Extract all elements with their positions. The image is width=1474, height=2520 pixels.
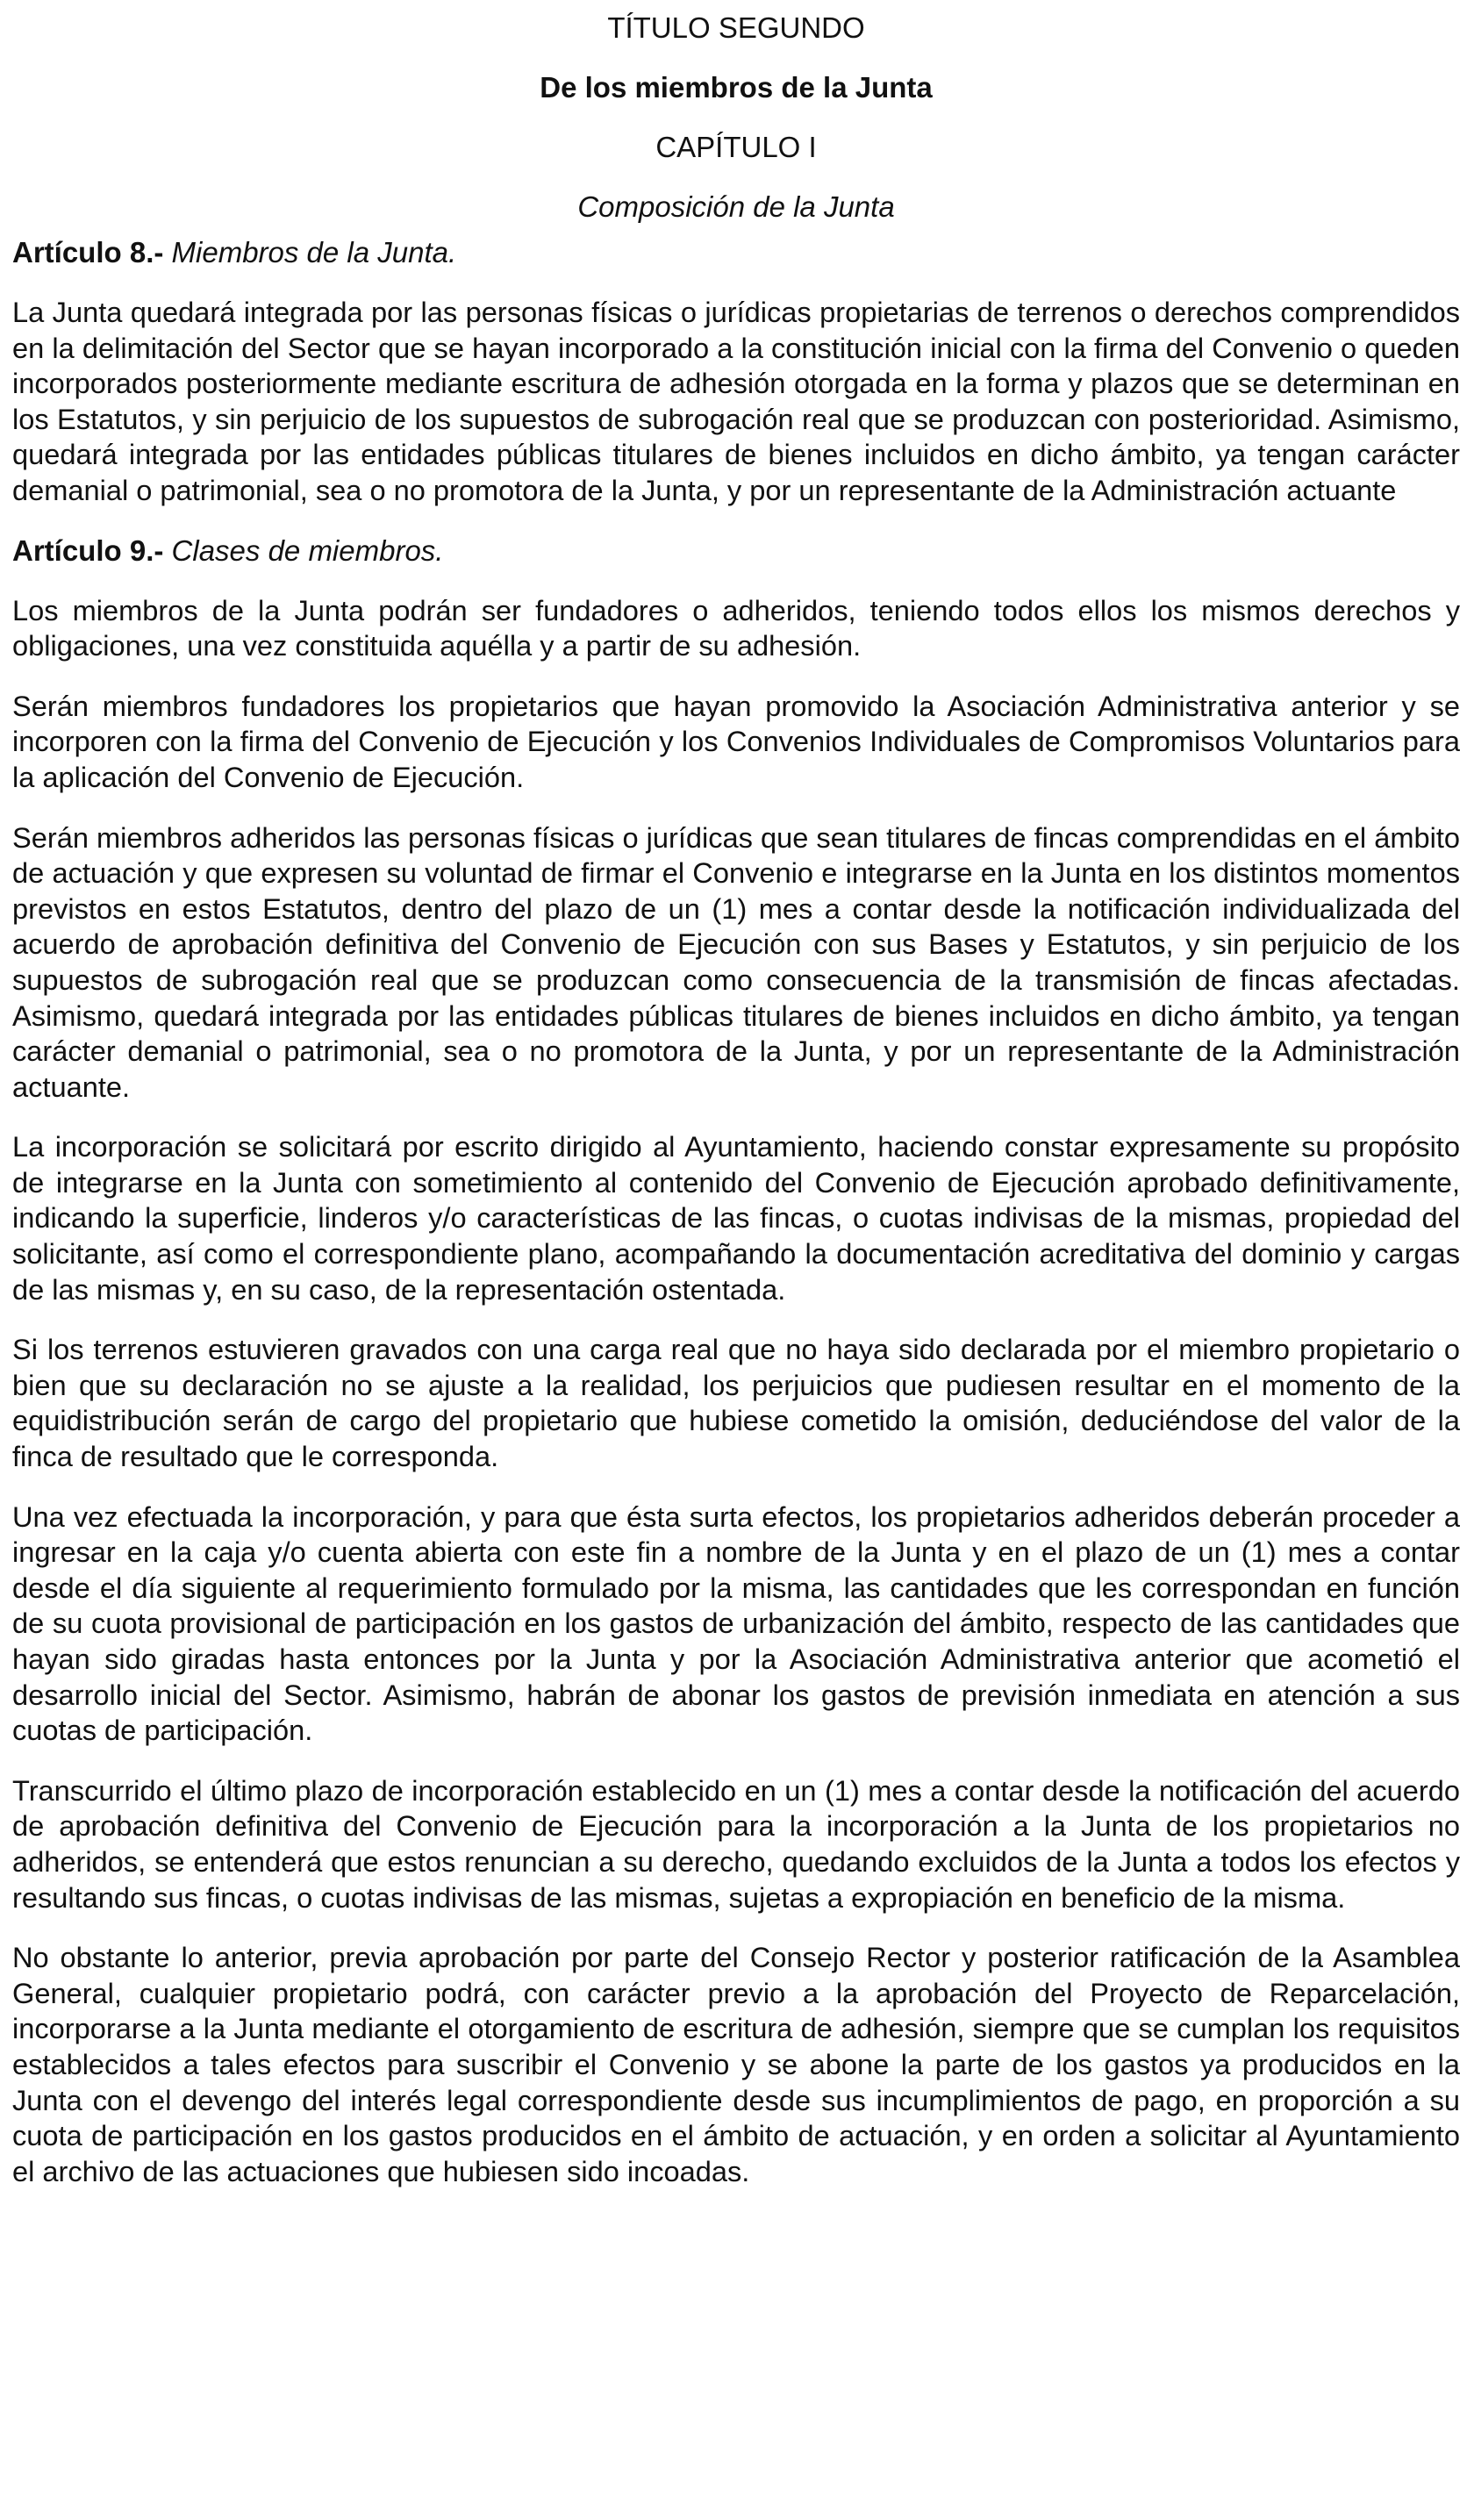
article-9-paragraph: No obstante lo anterior, previa aprobación por parte del Consejo Rector y posterior ratificación de la Asamblea General, cualquier propietario podrá, con carácter previo a la aprobación del Proyecto de Reparcelación, incorporarse a la Junta mediante el otorgamiento de escritura de adhesión, siempre que se cumplan los requisitos establecidos a tales efectos para suscribir el Convenio y se abone la parte de los gastos ya producidos en la Junta con el devengo del interés legal correspondiente desde sus incumplimientos de pago, en proporción a su cuota de participación en los gastos producidos en el ámbito de actuación, y en orden a solicitar al Ayuntamiento el archivo de las actuaciones que hubiesen sido incoadas.	[12, 1941, 1460, 2187]
article-8-label: Artículo 8.-	[12, 236, 164, 268]
article-8-title: Miembros de la Junta.	[171, 236, 457, 268]
article-8-paragraph: La Junta quedará integrada por las personas físicas o jurídicas propietarias de terrenos o derechos comprendidos en la delimitación del Sector que se hayan incorporado a la constitución inicial con la firma del Convenio o queden incorporados posteriormente mediante escritura de adhesión otorgada en la forma y plazos que se determinan en los Estatutos, y sin perjuicio de los supuestos de subrogación real que se produzcan con posterioridad. Asimismo, quedará integrada por las entidades públicas titulares de bienes incluidos en dicho ámbito, ya tengan carácter demanial o patrimonial, sea o no promotora de la Junta, y por un representante de la Administración actuante	[12, 296, 1460, 506]
article-9-paragraph: Los miembros de la Junta podrán ser fundadores o adheridos, teniendo todos ellos los mismos derechos y obligaciones, una vez constituida aquélla y a partir de su adhesión.	[12, 593, 1460, 662]
article-9-paragraph: Serán miembros fundadores los propietarios que hayan promovido la Asociación Administrativa anterior y se incorporen con la firma del Convenio de Ejecución y los Convenios Individuales de Compromisos Voluntarios para la aplicación del Convenio de Ejecución.	[12, 689, 1460, 793]
chapter-heading: CAPÍTULO I	[655, 131, 817, 163]
subtitle-heading: De los miembros de la Junta	[540, 71, 933, 104]
article-9-label: Artículo 9.-	[12, 533, 164, 567]
document-page	[12, 11, 1460, 2214]
article-9-title: Clases de miembros.	[171, 533, 444, 567]
title-heading: TÍTULO SEGUNDO	[607, 11, 865, 44]
article-9-paragraph: Una vez efectuada la incorporación, y para que ésta surta efectos, los propietarios adheridos deberán proceder a ingresar en la caja y/o cuenta abierta con este fin a nombre de la Junta y en el plazo de un (1) mes a contar desde el día siguiente al requerimiento formulado por la misma, las cantidades que les correspondan en función de su cuota provisional de participación en los gastos de urbanización del ámbito, respecto de las cantidades que hayan sido giradas hasta entonces por la Junta y por la Asociación Administrativa anterior que acometió el desarrollo inicial del Sector. Asimismo, habrán de abonar los gastos de previsión inmediata en atención a sus cuotas de participación.	[12, 1500, 1460, 1747]
chapter-title: Composición de la Junta	[577, 190, 895, 223]
article-8-heading	[12, 235, 1460, 270]
article-9-paragraph: Si los terrenos estuvieren gravados con una carga real que no haya sido declarada por el miembro propietario o bien que su declaración no se ajuste a la realidad, los perjuicios que pudiesen resultar en el momento de la equidistribución serán de cargo del propietario que hubiese cometido la omisión, deduciéndose del valor de la finca de resultado que le corresponda.	[12, 1333, 1460, 1473]
article-9-heading	[12, 533, 1460, 569]
article-9-paragraph: Serán miembros adheridos las personas físicas o jurídicas que sean titulares de fincas comprendidas en el ámbito de actuación y que expresen su voluntad de firmar el Convenio e integrarse en la Junta en los distintos momentos previstos en estos Estatutos, dentro del plazo de un (1) mes a contar desde la notificación individualizada del acuerdo de aprobación definitiva del Convenio de Ejecución con sus Bases y Estatutos, y sin perjuicio de los supuestos de subrogación real que se produzcan como consecuencia de la transmisión de fincas afectadas. Asimismo, quedará integrada por las entidades públicas titulares de bienes incluidos en dicho ámbito, ya tengan carácter demanial o patrimonial, sea o no promotora de la Junta, y por un representante de la Administración actuante.	[12, 820, 1460, 1103]
article-9-paragraph: Transcurrido el último plazo de incorporación establecido en un (1) mes a contar desde la notificación del acuerdo de aprobación definitiva del Convenio de Ejecución para la incorporación a la Junta de los propietarios no adheridos, se entenderá que estos renuncian a su derecho, quedando excluidos de la Junta a todos los efectos y resultando sus fincas, o cuotas indivisas de las mismas, sujetas a expropiación en beneficio de la misma.	[12, 1773, 1460, 1914]
article-9-paragraph: La incorporación se solicitará por escrito dirigido al Ayuntamiento, haciendo constar expresamente su propósito de integrarse en la Junta con sometimiento al contenido del Convenio de Ejecución aprobado definitivamente, indicando la superficie, linderos y/o características de las fincas, o cuotas indivisas de la mismas, propiedad del solicitante, así como el correspondiente plano, acompañando la documentación acreditativa del dominio y cargas de las mismas y, en su caso, de la representación ostentada.	[12, 1130, 1460, 1306]
